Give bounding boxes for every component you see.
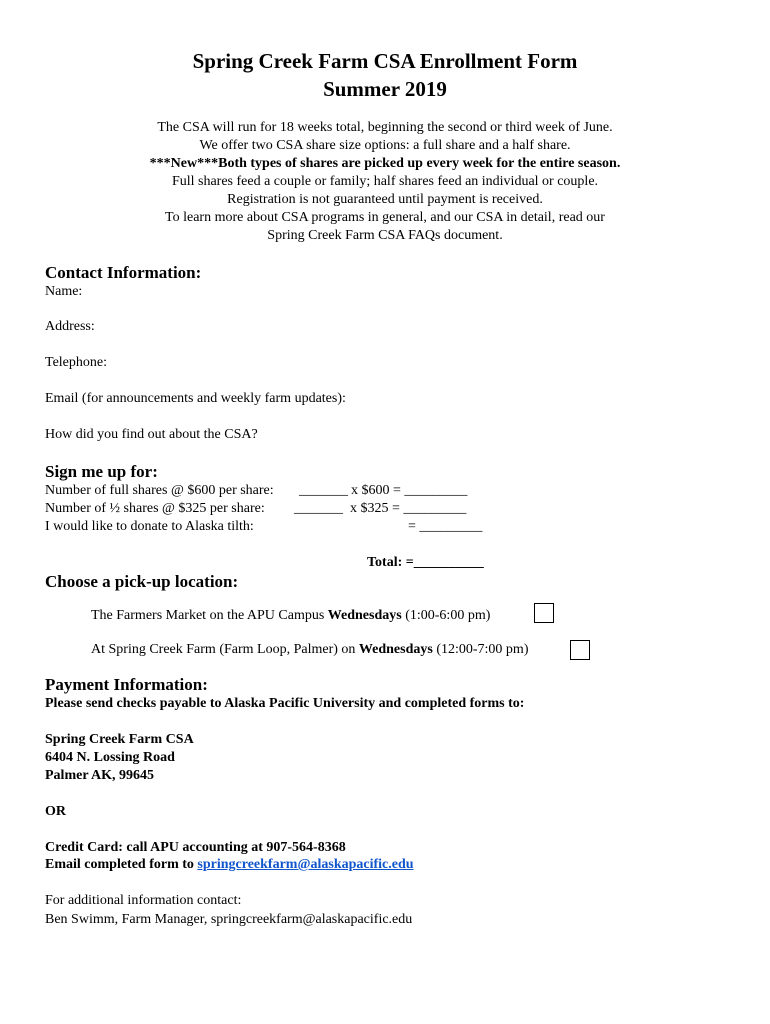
intro-line: Spring Creek Farm CSA FAQs document. — [267, 228, 503, 243]
signup-heading: Sign me up for: — [45, 462, 158, 481]
additional-info-label: For additional information contact: — [45, 893, 242, 908]
total-field[interactable]: __________ — [413, 555, 484, 570]
contact-heading: Contact Information: — [45, 263, 202, 282]
half-share-quantity-field[interactable]: _______ — [294, 501, 343, 516]
full-share-calc: x $600 = _________ — [351, 483, 468, 498]
pickup-option-farm-day: Wednesdays — [358, 642, 433, 657]
farm-manager-contact: Ben Swimm, Farm Manager, springcreekfarm@alaskapacific.edu — [45, 912, 413, 927]
pickup-option-farm-text: At Spring Creek Farm (Farm Loop, Palmer) on — [91, 642, 359, 657]
payment-heading: Payment Information: — [45, 675, 208, 694]
intro-line: The CSA will run for 18 weeks total, beginning the second or third week of June. — [157, 120, 613, 135]
total-label: Total: = — [367, 555, 414, 570]
pickup-option-apu — [91, 607, 490, 625]
donation-amount-field[interactable]: = _________ — [408, 519, 483, 534]
pickup-option-farm-time: (12:00-7:00 pm) — [432, 642, 529, 657]
or-separator: OR — [45, 804, 66, 819]
pickup-apu-checkbox[interactable] — [534, 603, 554, 623]
pickup-farm-checkbox[interactable] — [570, 640, 590, 660]
full-share-quantity-field[interactable]: _______ — [299, 483, 348, 498]
email-link[interactable]: springcreekfarm@alaskapacific.edu — [197, 857, 414, 872]
referral-label: How did you find out about the CSA? — [45, 427, 258, 442]
telephone-label: Telephone: — [45, 355, 107, 370]
donation-label: I would like to donate to Alaska tilth: — [45, 519, 254, 534]
form-title: Spring Creek Farm CSA Enrollment Form — [192, 49, 578, 73]
mailing-address-line2: 6404 N. Lossing Road — [45, 750, 175, 765]
pickup-option-apu-text: The Farmers Market on the APU Campus — [91, 608, 328, 623]
total-row — [367, 554, 484, 572]
name-label: Name: — [45, 284, 83, 299]
pickup-heading: Choose a pick-up location: — [45, 572, 239, 591]
intro-line-new: ***New***Both types of shares are picked up every week for the entire season. — [149, 156, 621, 171]
intro-paragraph — [0, 119, 770, 245]
pickup-option-apu-time: (1:00-6:00 pm) — [401, 608, 491, 623]
email-form-line — [45, 856, 414, 874]
mailing-address-line3: Palmer AK, 99645 — [45, 768, 155, 783]
intro-line: Registration is not guaranteed until payment is received. — [227, 192, 543, 207]
pickup-option-apu-day: Wednesdays — [327, 608, 402, 623]
intro-line: We offer two CSA share size options: a full share and a half share. — [199, 138, 571, 153]
intro-line: Full shares feed a couple or family; half shares feed an individual or couple. — [171, 174, 599, 189]
email-label: Email (for announcements and weekly farm updates): — [45, 391, 346, 406]
pickup-option-farm — [91, 641, 528, 659]
credit-card-info: Credit Card: call APU accounting at 907-564-8368 — [45, 840, 346, 855]
intro-line: To learn more about CSA programs in general, and our CSA in detail, read our — [165, 210, 605, 225]
full-share-label: Number of full shares @ $600 per share: — [45, 483, 274, 498]
half-share-calc: x $325 = _________ — [350, 501, 467, 516]
payment-instructions: Please send checks payable to Alaska Pacific University and completed forms to: — [45, 696, 525, 711]
email-form-prefix: Email completed form to — [45, 857, 198, 872]
address-label: Address: — [45, 319, 95, 334]
half-share-label: Number of ½ shares @ $325 per share: — [45, 501, 265, 516]
form-subtitle: Summer 2019 — [323, 77, 447, 101]
mailing-address-line1: Spring Creek Farm CSA — [45, 732, 194, 747]
